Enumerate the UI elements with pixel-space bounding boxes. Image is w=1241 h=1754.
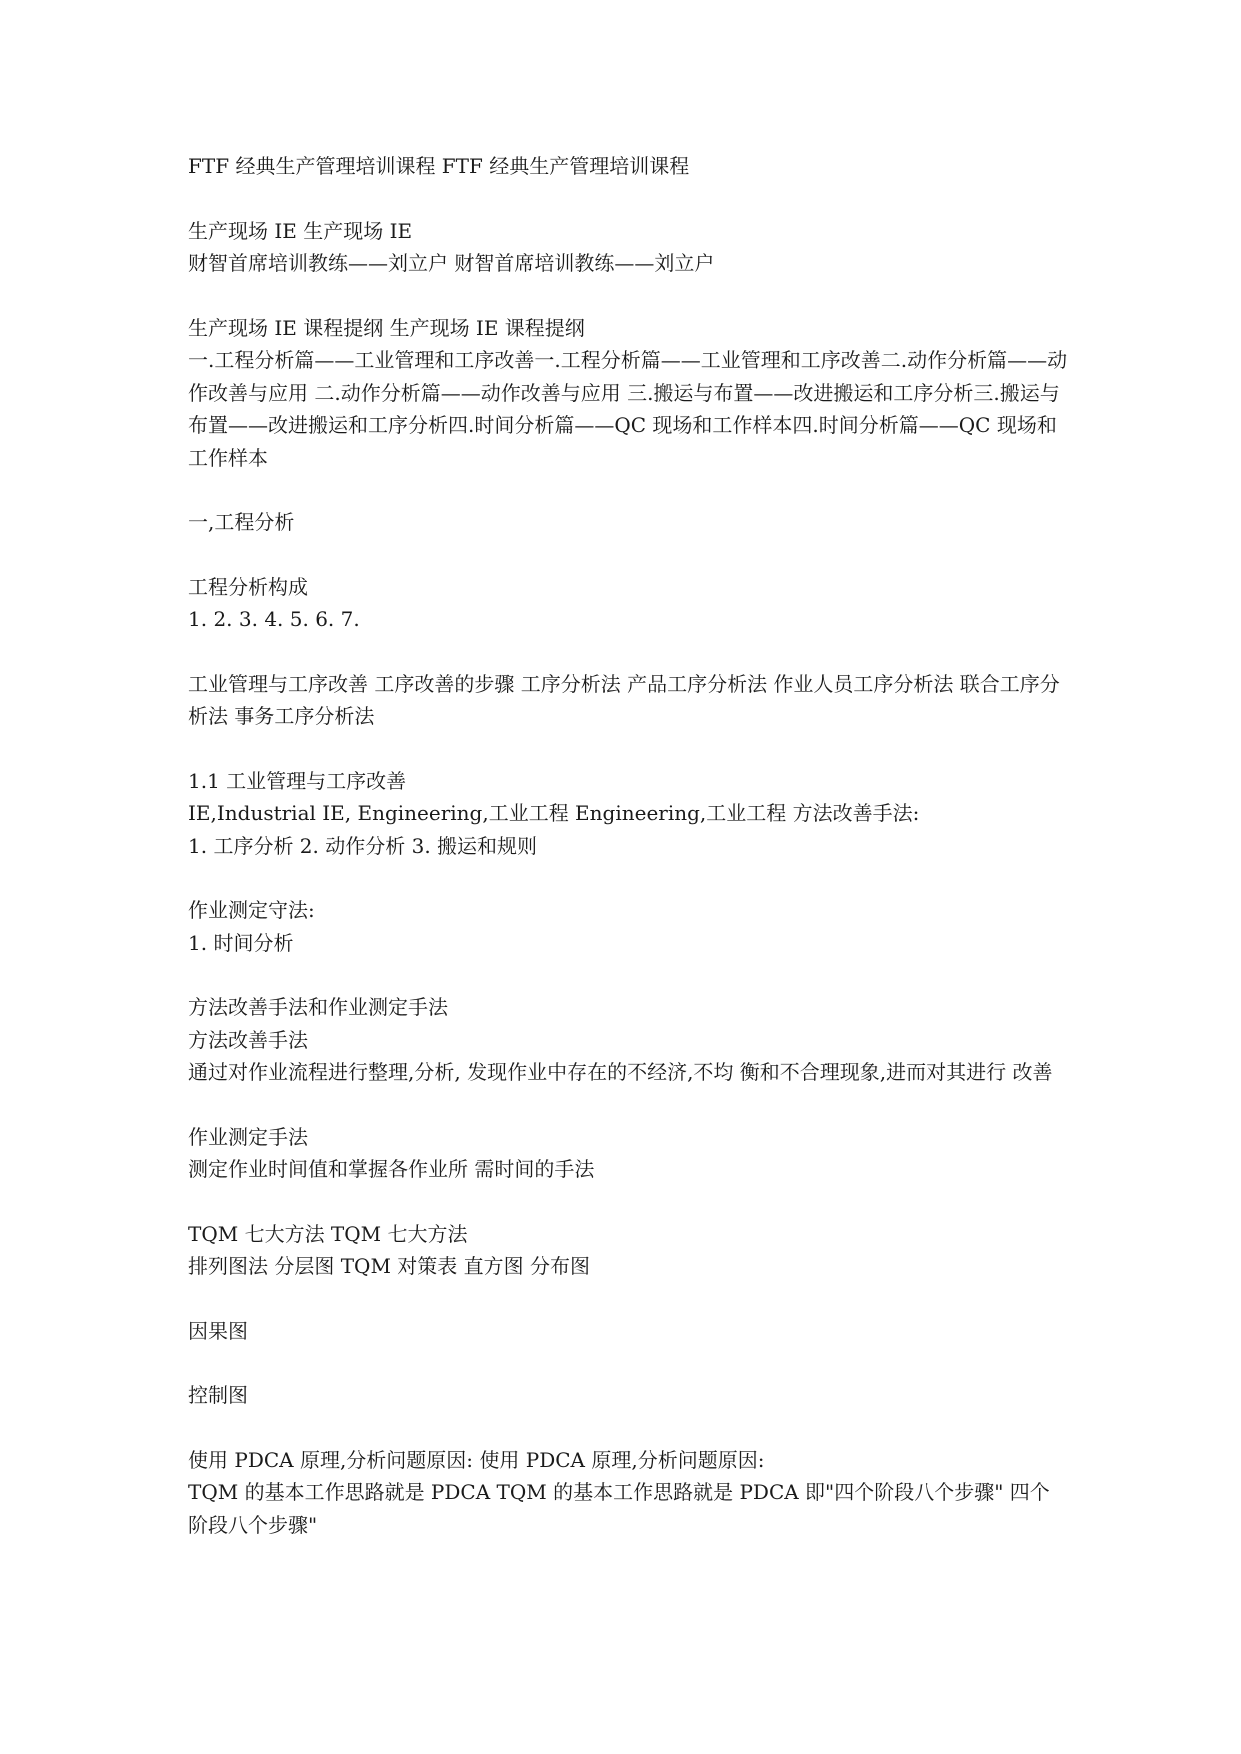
composition-paragraph <box>188 571 1068 636</box>
subsection-1-1-paragraph <box>188 765 1068 863</box>
method-improvement-subheading: 方法改善手法 <box>188 1027 308 1052</box>
pdca-text: TQM 的基本工作思路就是 PDCA TQM 的基本工作思路就是 PDCA 即"四个阶段八个步骤" 四个阶段八个步骤" <box>188 1480 1050 1537</box>
work-measurement-paragraph <box>188 894 1068 959</box>
method-improvement-heading: 方法改善手法和作业测定手法 <box>188 995 448 1019</box>
measurement-method-text: 测定作业时间值和掌握各作业所 需时间的手法 <box>188 1157 595 1181</box>
subject-paragraph <box>188 215 1068 280</box>
tqm-title: TQM 七大方法 TQM 七大方法 <box>188 1221 468 1246</box>
outline-text: 一.工程分析篇——工业管理和工序改善一.工程分析篇——工业管理和工序改善二.动作分析篇——动作改善与应用 二.动作分析篇——动作改善与应用 三.搬运与布置——改进搬运和工序分析三.搬运与布置——改进搬运和工序分析四.时间分析篇——QC 现场和工作样本四.时间分析篇——QC 现场和工作样本 <box>188 348 1068 470</box>
composition-items-paragraph <box>188 668 1068 733</box>
pdca-paragraph <box>188 1444 1068 1542</box>
outline-title: 生产现场 IE 课程提纲 生产现场 IE 课程提纲 <box>188 315 585 340</box>
measurement-method-paragraph <box>188 1121 1068 1186</box>
course-title: FTF 经典生产管理培训课程 FTF 经典生产管理培训课程 <box>188 154 690 178</box>
section-heading: 一,工程分析 <box>188 510 295 534</box>
method-list: 1. 工序分析 2. 动作分析 3. 搬运和规则 <box>188 833 538 858</box>
composition-items: 工业管理与工序改善 工序改善的步骤 工序分析法 产品工序分析法 作业人员工序分析法 联合工序分析法 事务工序分析法 <box>188 671 1060 728</box>
trainer-line: 财智首席培训教练——刘立户 财智首席培训教练——刘立户 <box>188 251 715 275</box>
method-improvement-text: 通过对作业流程进行整理,分析, 发现作业中存在的不经济,不均 衡和不合理现象,进而对其进行 改善 <box>188 1060 1053 1084</box>
document-page <box>188 150 1068 1573</box>
method-improvement-paragraph <box>188 991 1068 1089</box>
subsection-1-1-title: 1.1 工业管理与工序改善 <box>188 768 407 793</box>
section-heading-paragraph <box>188 506 1068 539</box>
cause-effect-paragraph <box>188 1315 1068 1348</box>
control-chart-text: 控制图 <box>188 1383 248 1407</box>
subject-title: 生产现场 IE 生产现场 IE <box>188 218 413 243</box>
outline-paragraph <box>188 312 1068 475</box>
cause-effect-text: 因果图 <box>188 1318 248 1343</box>
pdca-heading: 使用 PDCA 原理,分析问题原因: 使用 PDCA 原理,分析问题原因: <box>188 1447 765 1472</box>
tqm-tools: 排列图法 分层图 TQM 对策表 直方图 分布图 <box>188 1254 591 1278</box>
composition-title: 工程分析构成 <box>188 574 308 599</box>
composition-numbers: 1. 2. 3. 4. 5. 6. 7. <box>188 607 360 631</box>
ie-definition: IE,Industrial IE, Engineering,工业工程 Engineering,工业工程 方法改善手法: <box>188 801 920 825</box>
control-chart-paragraph <box>188 1379 1068 1412</box>
work-measurement-item: 1. 时间分析 <box>188 930 294 955</box>
course-title-paragraph <box>188 150 1068 183</box>
measurement-method-heading: 作业测定手法 <box>188 1124 308 1149</box>
work-measurement-title: 作业测定守法: <box>188 898 315 922</box>
tqm-paragraph <box>188 1218 1068 1283</box>
